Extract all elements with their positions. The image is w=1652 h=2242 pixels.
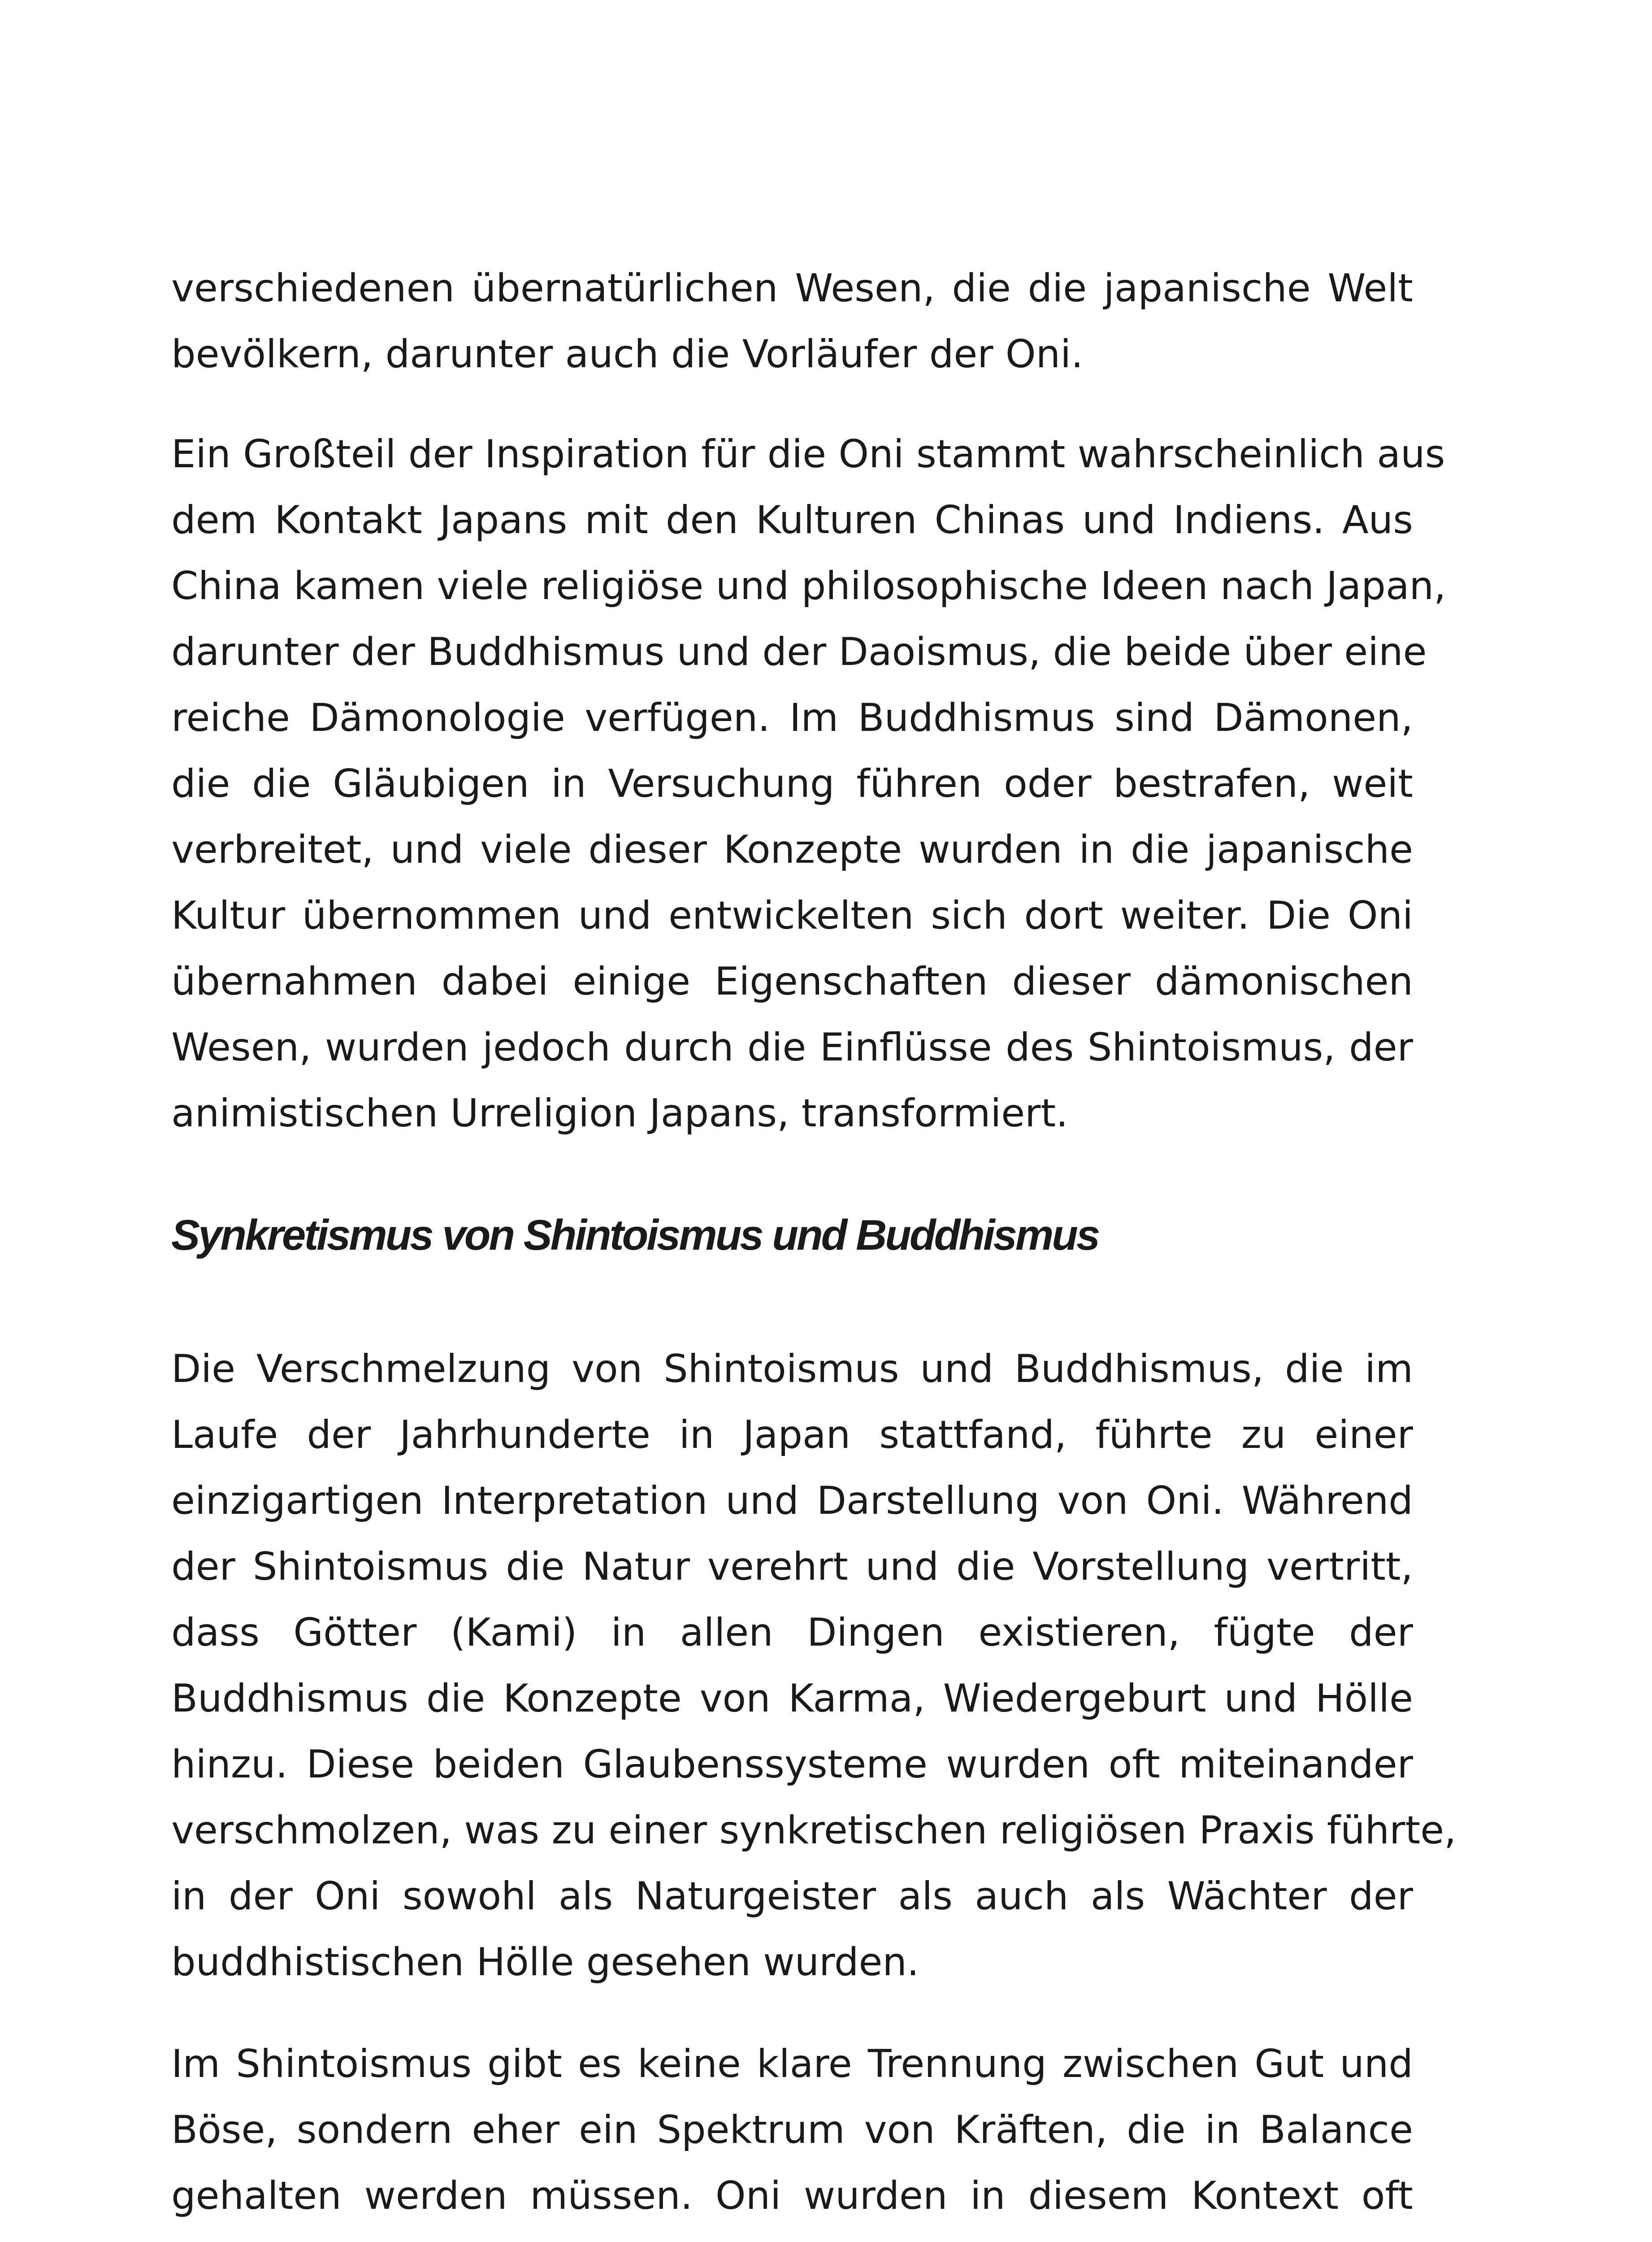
text-line: einzigartigen Interpretation und Darstellung von Oni. Während — [171, 1478, 1413, 1523]
paragraph-2 — [171, 421, 1446, 1147]
text-line: in der Oni sowohl als Naturgeister als auch als Wächter der — [171, 1874, 1413, 1919]
text-line: übernahmen dabei einige Eigenschaften dieser dämonischen — [171, 959, 1413, 1004]
text-line: reiche Dämonologie verfügen. Im Buddhismus sind Dämonen, — [171, 695, 1413, 740]
text-line: Laufe der Jahrhunderte in Japan stattfand, führte zu einer — [171, 1412, 1413, 1457]
paragraph-3 — [171, 1336, 1457, 1995]
text-line: bevölkern, darunter auch die Vorläufer der Oni. — [171, 332, 1084, 377]
paragraph-1 — [171, 256, 1413, 387]
text-line: gehalten werden müssen. Oni wurden in diesem Kontext oft — [171, 2173, 1413, 2218]
text-line: Ein Großteil der Inspiration für die Oni stammt wahrscheinlich aus — [171, 432, 1445, 477]
text-line: verschmolzen, was zu einer synkretischen religiösen Praxis führte, — [171, 1808, 1457, 1853]
text-line: die die Gläubigen in Versuchung führen oder bestrafen, weit — [171, 761, 1413, 806]
text-line: verschiedenen übernatürlichen Wesen, die die japanische Welt — [171, 266, 1413, 311]
text-line: Kultur übernommen und entwickelten sich dort weiter. Die Oni — [171, 893, 1413, 938]
text-line: darunter der Buddhismus und der Daoismus, die beide über eine — [171, 630, 1427, 674]
paragraph-4 — [171, 2031, 1413, 2229]
text-line: dass Götter (Kami) in allen Dingen existieren, fügte der — [171, 1610, 1413, 1655]
text-line: Böse, sondern eher ein Spektrum von Kräften, die in Balance — [171, 2107, 1413, 2152]
text-line: der Shintoismus die Natur verehrt und die Vorstellung vertritt, — [171, 1544, 1413, 1589]
text-line: buddhistischen Hölle gesehen wurden. — [171, 1940, 919, 1985]
text-line: Wesen, wurden jedoch durch die Einflüsse des Shintoismus, der — [171, 1025, 1413, 1070]
text-line: Im Shintoismus gibt es keine klare Trennung zwischen Gut und — [171, 2042, 1413, 2086]
text-line: China kamen viele religiöse und philosophische Ideen nach Japan, — [171, 564, 1446, 608]
text-line: dem Kontakt Japans mit den Kulturen Chinas und Indiens. Aus — [171, 498, 1413, 543]
text-line: animistischen Urreligion Japans, transformiert. — [171, 1091, 1068, 1136]
text-line: verbreitet, und viele dieser Konzepte wurden in die japanische — [171, 827, 1413, 872]
text-line: Die Verschmelzung von Shintoismus und Buddhismus, die im — [171, 1347, 1413, 1391]
section-heading: Synkretismus von Shintoismus und Buddhismus — [171, 1211, 1099, 1259]
text-line: hinzu. Diese beiden Glaubenssysteme wurden oft miteinander — [171, 1742, 1413, 1787]
text-line: Buddhismus die Konzepte von Karma, Wiedergeburt und Hölle — [171, 1676, 1413, 1721]
